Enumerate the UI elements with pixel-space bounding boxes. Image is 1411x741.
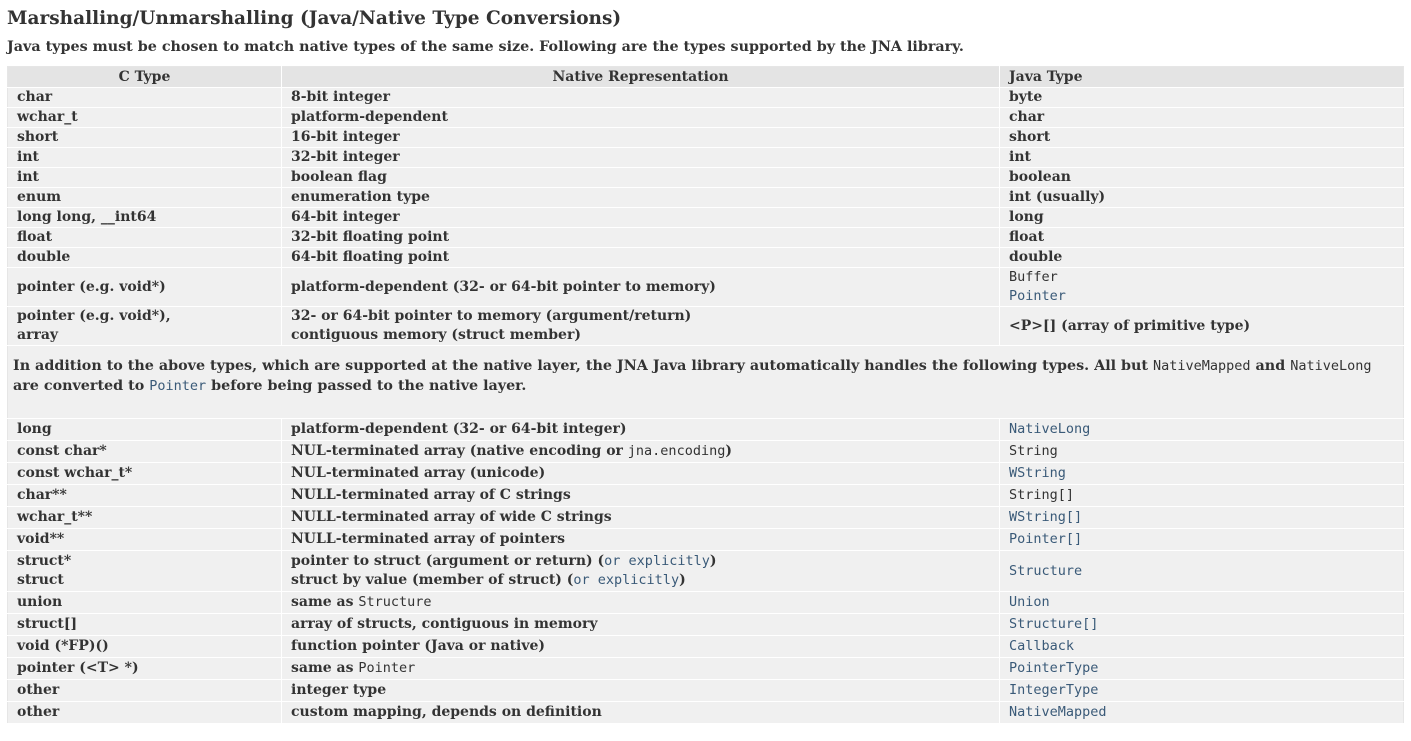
- java-type-link[interactable]: PointerType: [1009, 660, 1099, 676]
- table-row: [8, 463, 1404, 485]
- note-row: [8, 346, 1404, 419]
- c-type-line: pointer (e.g. void*),: [17, 308, 171, 324]
- java-type-cell: byte: [1000, 88, 1404, 108]
- note-text: before being passed to the native layer.: [206, 378, 527, 394]
- table-row: [8, 208, 1404, 228]
- native-cell: 64-bit floating point: [282, 248, 1000, 268]
- native-cell: NULL-terminated array of C strings: [282, 485, 1000, 507]
- note-text: In addition to the above types, which are supported at the native layer, the JNA Java library automatically handles the following types. All but: [13, 358, 1154, 374]
- java-type-cell: [1000, 680, 1404, 702]
- native-line: 32- or 64-bit pointer to memory (argument/return): [291, 308, 692, 324]
- c-type-cell: const char*: [8, 441, 282, 463]
- java-type-cell: [1000, 507, 1404, 529]
- native-cell: platform-dependent (32- or 64-bit pointer to memory): [282, 268, 1000, 307]
- c-type-cell: enum: [8, 188, 282, 208]
- c-type-cell: int: [8, 148, 282, 168]
- c-type-cell: float: [8, 228, 282, 248]
- table-row: [8, 441, 1404, 463]
- native-code: Structure: [358, 594, 432, 610]
- native-code: Pointer: [358, 660, 416, 676]
- native-cell: 16-bit integer: [282, 128, 1000, 148]
- c-type-cell: double: [8, 248, 282, 268]
- c-type-cell: pointer (e.g. void*): [8, 268, 282, 307]
- c-type-cell: other: [8, 702, 282, 724]
- type-mapping-table: [7, 66, 1404, 724]
- native-code: jna.encoding: [627, 443, 726, 459]
- c-type-cell: wchar_t**: [8, 507, 282, 529]
- java-type-cell: boolean: [1000, 168, 1404, 188]
- native-text: same as: [291, 660, 359, 676]
- native-cell: NULL-terminated array of wide C strings: [282, 507, 1000, 529]
- or-explicitly-link[interactable]: or explicitly: [604, 553, 710, 569]
- c-type-cell: long: [8, 419, 282, 441]
- java-type-link[interactable]: Union: [1009, 594, 1050, 610]
- java-type-link[interactable]: WString: [1009, 465, 1066, 481]
- java-type-link[interactable]: WString[]: [1009, 509, 1083, 525]
- java-type-cell: [1000, 551, 1404, 592]
- c-type-line: array: [17, 327, 59, 343]
- java-type-cell: double: [1000, 248, 1404, 268]
- native-cell: array of structs, contiguous in memory: [282, 614, 1000, 636]
- note-text: and: [1250, 358, 1291, 374]
- c-type-cell: void**: [8, 529, 282, 551]
- table-row: [8, 614, 1404, 636]
- java-type-cell: int (usually): [1000, 188, 1404, 208]
- java-type-cell: [1000, 636, 1404, 658]
- native-text: struct by value (member of struct) (: [291, 572, 574, 588]
- c-type-cell: wchar_t: [8, 108, 282, 128]
- table-header-row: [8, 67, 1404, 88]
- java-type-cell: [1000, 485, 1404, 507]
- native-cell: 8-bit integer: [282, 88, 1000, 108]
- c-type-cell: char: [8, 88, 282, 108]
- c-type-cell: union: [8, 592, 282, 614]
- native-cell: [282, 658, 1000, 680]
- table-row: [8, 419, 1404, 441]
- native-cell: [282, 307, 1000, 346]
- java-type-cell: [1000, 268, 1404, 307]
- native-text: pointer to struct (argument or return) (: [291, 553, 605, 569]
- native-text: ): [679, 572, 686, 588]
- java-type-link[interactable]: Callback: [1009, 638, 1075, 654]
- native-line: [291, 552, 999, 571]
- or-explicitly-link[interactable]: or explicitly: [573, 572, 680, 588]
- table-row: [8, 168, 1404, 188]
- java-type-cell: char: [1000, 108, 1404, 128]
- native-text: NUL-terminated array (native encoding or: [291, 443, 628, 459]
- java-type-cell: [1000, 463, 1404, 485]
- table-row: [8, 702, 1404, 724]
- native-cell: custom mapping, depends on definition: [282, 702, 1000, 724]
- note-cell: [8, 346, 1404, 419]
- c-type-cell: const wchar_t*: [8, 463, 282, 485]
- java-type-buffer: Buffer: [1009, 269, 1058, 285]
- java-type-cell: [1000, 419, 1404, 441]
- native-cell: integer type: [282, 680, 1000, 702]
- java-type-link[interactable]: Pointer[]: [1009, 531, 1083, 547]
- table-row: [8, 507, 1404, 529]
- native-line: contiguous memory (struct member): [291, 327, 581, 343]
- table-row: [8, 658, 1404, 680]
- java-type-link[interactable]: Structure: [1009, 562, 1083, 579]
- table-row: [8, 307, 1404, 346]
- c-type-cell: [8, 307, 282, 346]
- c-type-cell: pointer (<T> *): [8, 658, 282, 680]
- table-row: [8, 148, 1404, 168]
- intro-text: Java types must be chosen to match native types of the same size. Following are the types supported by the JNA library.: [7, 39, 964, 55]
- c-type-line: struct: [17, 572, 64, 588]
- java-type-cell: [1000, 614, 1404, 636]
- native-cell: NUL-terminated array (unicode): [282, 463, 1000, 485]
- native-cell: NULL-terminated array of pointers: [282, 529, 1000, 551]
- table-row: [8, 636, 1404, 658]
- table-row: [8, 680, 1404, 702]
- table-row: [8, 128, 1404, 148]
- c-type-cell: [8, 551, 282, 592]
- java-type-pointer-link[interactable]: Pointer: [1009, 288, 1066, 304]
- c-type-cell: char**: [8, 485, 282, 507]
- java-type-code: String[]: [1009, 487, 1075, 503]
- table-row: [8, 268, 1404, 307]
- c-type-cell: struct[]: [8, 614, 282, 636]
- java-type-code: String: [1009, 443, 1058, 459]
- table-row: [8, 592, 1404, 614]
- java-type-cell: float: [1000, 228, 1404, 248]
- table-row: [8, 551, 1404, 592]
- java-type-cell: [1000, 702, 1404, 724]
- column-header-c-type: C Type: [8, 67, 282, 88]
- java-type-cell: [1000, 658, 1404, 680]
- native-cell: enumeration type: [282, 188, 1000, 208]
- note-code-nativemapped: NativeMapped: [1153, 358, 1251, 374]
- table-row: [8, 485, 1404, 507]
- java-type-cell: short: [1000, 128, 1404, 148]
- native-cell: 64-bit integer: [282, 208, 1000, 228]
- note-pointer-link[interactable]: Pointer: [149, 378, 207, 394]
- table-row: [8, 529, 1404, 551]
- table-row: [8, 188, 1404, 208]
- native-text: ): [709, 553, 717, 569]
- native-cell: [282, 551, 1000, 592]
- c-type-cell: int: [8, 168, 282, 188]
- c-type-line: struct*: [17, 553, 72, 569]
- column-header-java-type: Java Type: [1000, 67, 1404, 88]
- java-type-cell: <P>[] (array of primitive type): [1000, 307, 1404, 346]
- java-type-cell: [1000, 529, 1404, 551]
- c-type-cell: long long, __int64: [8, 208, 282, 228]
- native-text: same as: [291, 594, 359, 610]
- java-type-link[interactable]: IntegerType: [1009, 682, 1099, 698]
- java-type-link[interactable]: NativeLong: [1009, 421, 1091, 437]
- table-row: [8, 108, 1404, 128]
- table-row: [8, 228, 1404, 248]
- java-type-cell: [1000, 592, 1404, 614]
- native-cell: function pointer (Java or native): [282, 636, 1000, 658]
- native-cell: platform-dependent: [282, 108, 1000, 128]
- native-cell: [282, 592, 1000, 614]
- column-header-native-representation: Native Representation: [282, 67, 1000, 88]
- native-line: [291, 571, 999, 590]
- java-type-link[interactable]: NativeMapped: [1009, 704, 1107, 720]
- c-type-cell: other: [8, 680, 282, 702]
- native-cell: 32-bit integer: [282, 148, 1000, 168]
- native-text: ): [725, 443, 732, 459]
- native-cell: 32-bit floating point: [282, 228, 1000, 248]
- note-text: are converted to: [13, 378, 150, 394]
- java-type-cell: long: [1000, 208, 1404, 228]
- native-cell: platform-dependent (32- or 64-bit integer): [282, 419, 1000, 441]
- java-type-cell: [1000, 441, 1404, 463]
- note-code-nativelong: NativeLong: [1290, 358, 1372, 374]
- native-cell: [282, 441, 1000, 463]
- c-type-cell: void (*FP)(): [8, 636, 282, 658]
- table-row: [8, 248, 1404, 268]
- c-type-cell: short: [8, 128, 282, 148]
- java-type-cell: int: [1000, 148, 1404, 168]
- page-title: Marshalling/Unmarshalling (Java/Native Type Conversions): [7, 8, 622, 29]
- table-row: [8, 88, 1404, 108]
- native-cell: boolean flag: [282, 168, 1000, 188]
- java-type-link[interactable]: Structure[]: [1009, 616, 1099, 632]
